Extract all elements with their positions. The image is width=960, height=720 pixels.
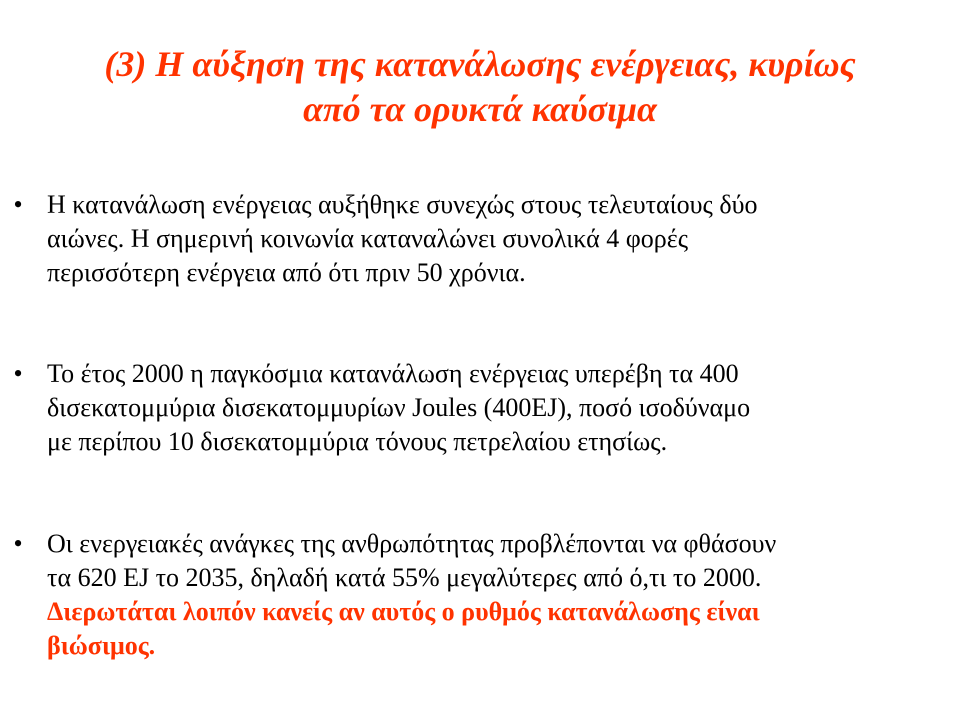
bullet-line: Το έτος 2000 η παγκόσμια κατανάλωση ενέργειας υπερέβη τα 400 [47,359,739,388]
bullet-text [47,357,952,459]
bullet-marker: • [13,190,23,219]
bullet-line: δισεκατομμύρια δισεκατομμυρίων Joules (400EJ), ποσό ισοδύναμο [47,393,751,422]
slide-title-line-1: (3) Η αύξηση της κατανάλωσης ενέργειας, κυρίως [104,44,856,84]
bullet-line: αιώνες. Η σημερινή κοινωνία καταναλώνει συνολικά 4 φορές [47,224,688,253]
bullet-marker: • [13,359,23,388]
bullet-text [47,188,952,290]
bullet-line: Οι ενεργειακές ανάγκες της ανθρωπότητας προβλέπονται να φθάσουν [47,529,777,558]
bullet-marker: • [13,529,23,558]
bullet-emphasis-line: Διερωτάται λοιπόν κανείς αν αυτός ο ρυθμός κατανάλωσης είναι [47,597,760,626]
slide-title-line-2: από τα ορυκτά καύσιμα [303,89,657,129]
bullet-line: Η κατανάλωση ενέργειας αυξήθηκε συνεχώς στους τελευταίους δύο [47,190,758,219]
bullet-line: περισσότερη ενέργεια από ότι πριν 50 χρόνια. [47,258,526,287]
bullet-line: με περίπου 10 δισεκατομμύρια τόνους πετρελαίου ετησίως. [47,427,668,456]
bullet-text [47,527,952,663]
bullet-line: τα 620 EJ το 2035, δηλαδή κατά 55% μεγαλύτερες από ό,τι το 2000. [47,563,762,592]
slide-title [20,42,940,132]
bullet-emphasis-line: βιώσιμος. [47,631,156,660]
